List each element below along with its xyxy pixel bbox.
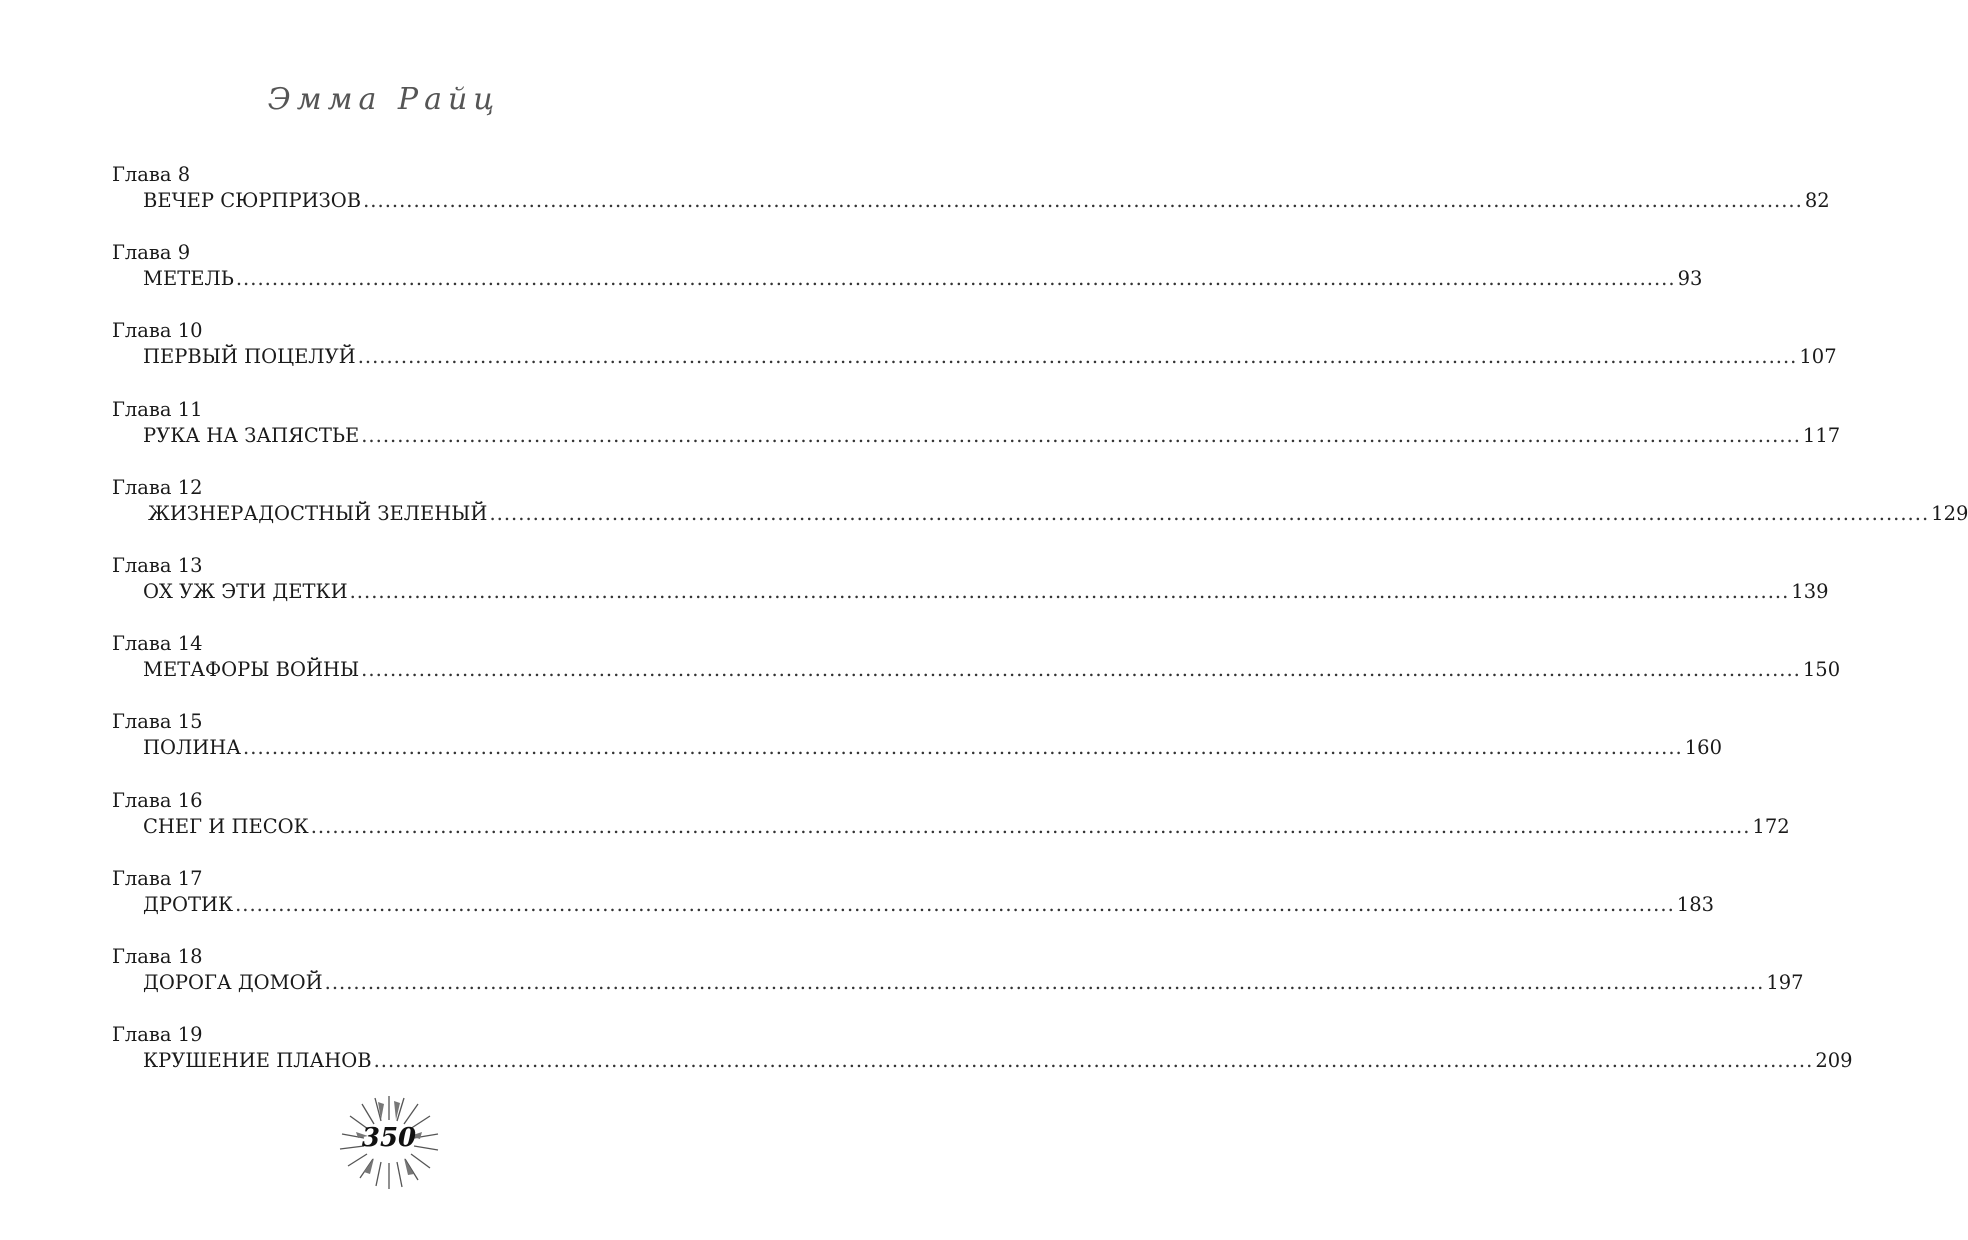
dot-leader: ........................................................................................................................................................................................................ <box>243 736 1683 760</box>
dot-leader: ........................................................................................................................................................................................................ <box>363 189 1803 212</box>
toc-line <box>112 1048 1853 1074</box>
table-of-contents <box>112 162 1968 1100</box>
chapter-title: ЖИЗНЕРАДОСТНЫЙ ЗЕЛЕНЫЙ <box>148 501 488 525</box>
chapter-label: Глава 17 <box>112 866 203 890</box>
page-number: 150 <box>1802 658 1841 682</box>
page-number: 139 <box>1791 579 1829 603</box>
dot-leader: ........................................................................................................................................................................................................ <box>361 658 1801 682</box>
chapter-label: Глава 19 <box>112 1023 203 1047</box>
dot-leader: ........................................................................................................................................................................................................ <box>357 345 1798 369</box>
toc-entry <box>112 240 1703 318</box>
chapter-title: ДРОТИК <box>143 892 234 916</box>
chapter-title: МЕТЕЛЬ <box>143 267 234 291</box>
chapter-label: Глава 8 <box>112 163 191 186</box>
page-number: 209 <box>1815 1049 1853 1073</box>
folio-page-number: 350 <box>361 1123 417 1153</box>
dot-leader: ........................................................................................................................................................................................................ <box>373 1049 1814 1073</box>
toc-entry <box>112 397 1841 475</box>
toc-line <box>112 344 1837 370</box>
dot-leader: ........................................................................................................................................................................................................ <box>489 501 1930 525</box>
chapter-title: МЕТАФОРЫ ВОЙНЫ <box>143 658 360 682</box>
toc-line <box>112 892 1715 918</box>
toc-entry <box>112 866 1715 944</box>
page-number: 160 <box>1684 736 1722 760</box>
chapter-label: Глава 18 <box>112 944 203 968</box>
chapter-label: Глава 11 <box>112 397 203 421</box>
page-number: 172 <box>1752 814 1790 838</box>
dot-leader: ........................................................................................................................................................................................................ <box>361 423 1801 447</box>
chapter-label: Глава 13 <box>112 553 203 577</box>
page-number: 107 <box>1799 345 1837 369</box>
toc-line <box>112 579 1829 605</box>
chapter-label: Глава 14 <box>112 632 203 656</box>
toc-line <box>112 266 1703 292</box>
dot-leader: ........................................................................................................................................................................................................ <box>349 579 1790 603</box>
toc-entry <box>112 475 1968 553</box>
chapter-label: Глава 12 <box>112 475 203 499</box>
chapter-title: ПЕРВЫЙ ПОЦЕЛУЙ <box>143 345 356 369</box>
chapter-label: Глава 9 <box>112 241 191 265</box>
toc-entry <box>112 1022 1853 1100</box>
dot-leader: ........................................................................................................................................................................................................ <box>235 892 1675 916</box>
chapter-label: Глава 16 <box>112 788 203 812</box>
chapter-label: Глава 10 <box>112 319 203 343</box>
page-number: 93 <box>1677 267 1703 291</box>
chapter-label: Глава 15 <box>112 710 203 734</box>
toc-line <box>112 657 1841 683</box>
toc-line <box>112 188 1830 214</box>
running-header-author: Эмма Райц <box>267 82 501 117</box>
toc-entry <box>112 162 1830 240</box>
page-number: 129 <box>1931 501 1968 525</box>
toc-line <box>112 423 1841 449</box>
toc-entry <box>112 944 1804 1022</box>
dot-leader: ........................................................................................................................................................................................................ <box>324 970 1765 994</box>
chapter-title: ПОЛИНА <box>143 736 242 760</box>
toc-entry <box>112 318 1837 396</box>
toc-line <box>112 501 1968 527</box>
page-number: 82 <box>1804 189 1830 212</box>
toc-line <box>112 735 1722 761</box>
chapter-title: ДОРОГА ДОМОЙ <box>143 970 323 994</box>
chapter-title: СНЕГ И ПЕСОК <box>143 814 309 838</box>
page-number: 183 <box>1676 892 1715 916</box>
chapter-title: РУКА НА ЗАПЯСТЬЕ <box>143 423 360 447</box>
page-number: 197 <box>1766 970 1804 994</box>
chapter-title: КРУШЕНИЕ ПЛАНОВ <box>143 1049 372 1073</box>
chapter-title: ОХ УЖ ЭТИ ДЕТКИ <box>143 579 348 603</box>
toc-entry <box>112 631 1841 709</box>
toc-line <box>112 970 1804 996</box>
dot-leader: ........................................................................................................................................................................................................ <box>235 267 1676 291</box>
chapter-title: ВЕЧЕР СЮРПРИЗОВ <box>143 189 362 212</box>
page-folio <box>334 1092 444 1192</box>
toc-entry <box>112 788 1790 866</box>
toc-entry <box>112 553 1829 631</box>
toc-entry <box>112 709 1722 787</box>
page-number: 117 <box>1802 423 1841 447</box>
toc-line <box>112 814 1790 840</box>
dot-leader: ........................................................................................................................................................................................................ <box>310 814 1751 838</box>
